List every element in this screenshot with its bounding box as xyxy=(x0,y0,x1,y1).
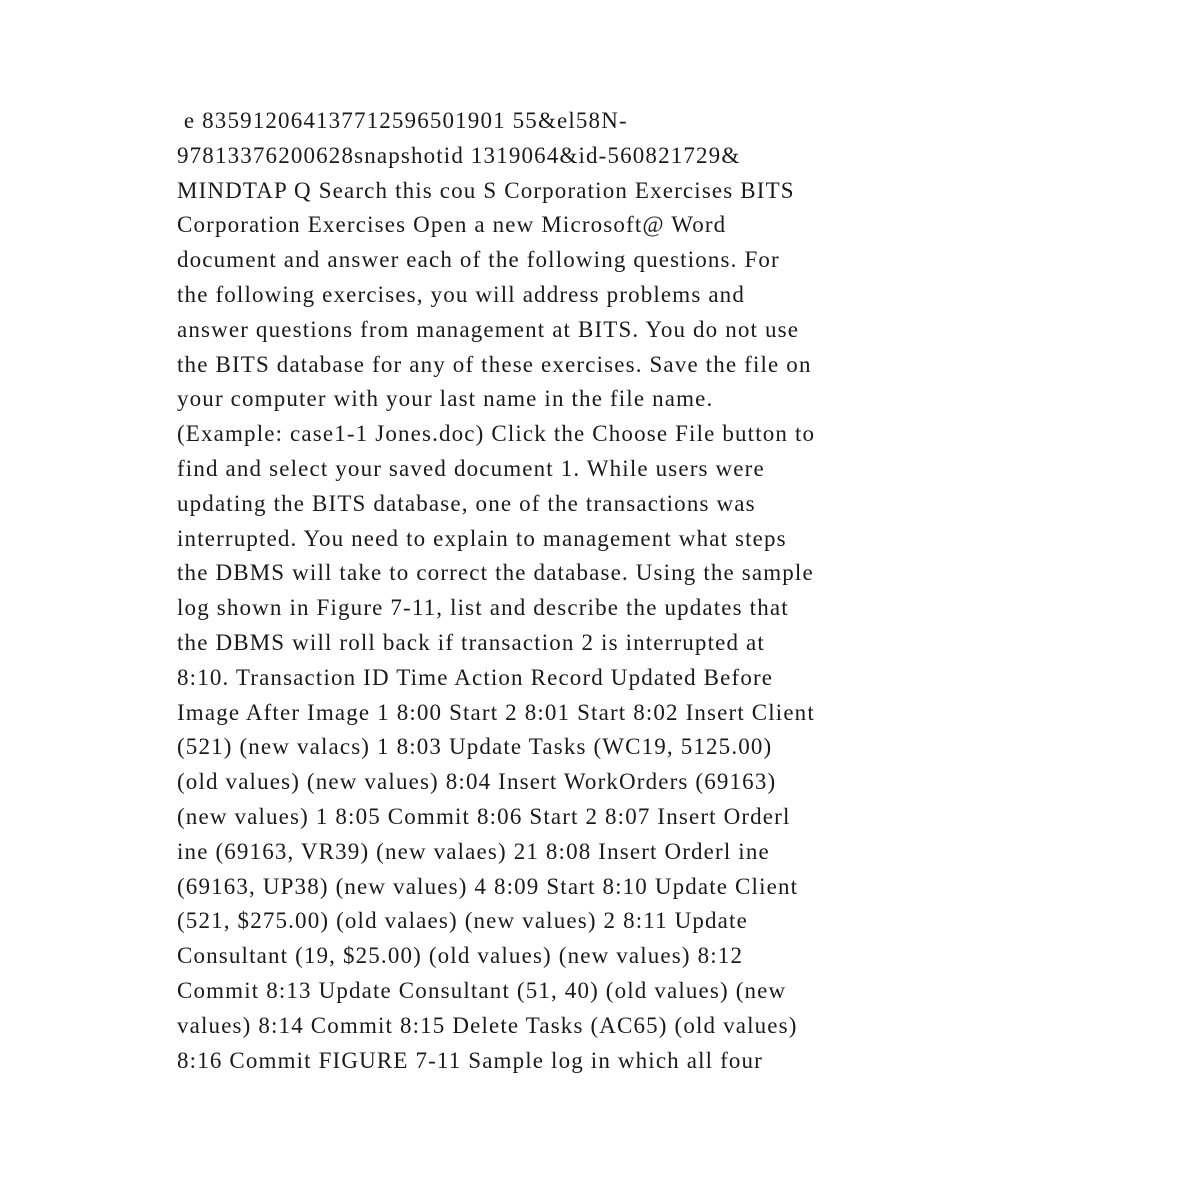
text-line: Consultant (19, $25.00) (old values) (new values) 8:12 xyxy=(177,943,744,969)
text-line: the DBMS will take to correct the database. Using the sample xyxy=(177,560,814,586)
text-line: MINDTAP Q Search this cou S Corporation Exercises BITS xyxy=(177,177,795,203)
text-line: (new values) 1 8:05 Commit 8:06 Start 2 8:07 Insert Orderl xyxy=(177,803,791,829)
text-line: Corporation Exercises Open a new Microsoft@ Word xyxy=(177,212,727,238)
text-line: the BITS database for any of these exercises. Save the file on xyxy=(177,351,812,377)
text-line: ine (69163, VR39) (new valaes) 21 8:08 Insert Orderl ine xyxy=(177,838,770,864)
text-line: the following exercises, you will address problems and xyxy=(177,281,745,307)
text-line: (69163, UP38) (new values) 4 8:09 Start 8:10 Update Client xyxy=(177,873,799,899)
text-line: answer questions from management at BITS. You do not use xyxy=(177,316,800,342)
text-line: log shown in Figure 7-11, list and describe the updates that xyxy=(177,595,789,621)
text-line: e 835912064137712596501901 55&el58N- xyxy=(177,108,628,133)
text-line: find and select your saved document 1. While users were xyxy=(177,455,765,481)
text-line: (521) (new valacs) 1 8:03 Update Tasks (WC19, 5125.00) xyxy=(177,734,773,760)
text-line: your computer with your last name in the file name. xyxy=(177,386,714,412)
document-text-block xyxy=(177,104,1057,1078)
text-line: document and answer each of the following questions. For xyxy=(177,247,780,273)
text-line: Commit 8:13 Update Consultant (51, 40) (old values) (new xyxy=(177,977,787,1003)
text-line: values) 8:14 Commit 8:15 Delete Tasks (AC65) (old values) xyxy=(177,1012,798,1038)
text-line: (521, $275.00) (old valaes) (new values) 2 8:11 Update xyxy=(177,908,748,934)
text-line: 8:16 Commit FIGURE 7-11 Sample log in which all four xyxy=(177,1047,763,1073)
text-line: updating the BITS database, one of the transactions was xyxy=(177,490,756,516)
text-line: Image After Image 1 8:00 Start 2 8:01 Start 8:02 Insert Client xyxy=(177,699,815,725)
text-line: 97813376200628snapshotid 1319064&id-560821729& xyxy=(177,142,741,168)
text-line: (old values) (new values) 8:04 Insert WorkOrders (69163) xyxy=(177,769,777,795)
text-line: interrupted. You need to explain to management what steps xyxy=(177,525,787,551)
text-line: (Example: case1-1 Jones.doc) Click the Choose File button to xyxy=(177,421,816,447)
text-line: the DBMS will roll back if transaction 2 is interrupted at xyxy=(177,629,765,655)
text-line: 8:10. Transaction ID Time Action Record Updated Before xyxy=(177,664,774,690)
